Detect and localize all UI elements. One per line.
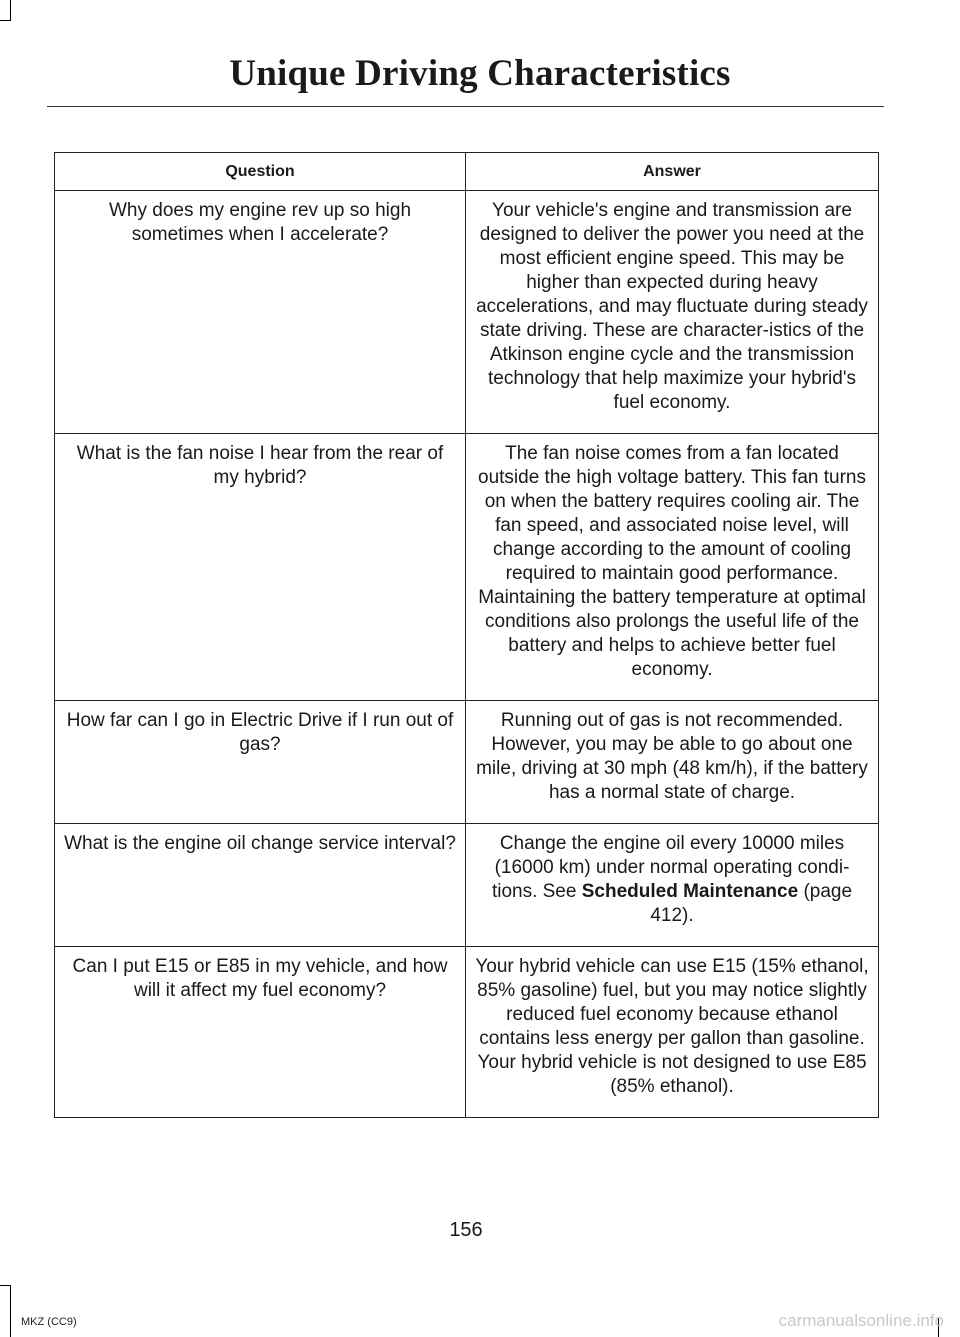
page-reference: (page 412). [650, 881, 853, 926]
page-title: Unique Driving Characteristics [229, 53, 731, 94]
table-row [55, 824, 879, 947]
answer-column-header: Answer [466, 153, 879, 191]
table-row [55, 947, 879, 1118]
crop-mark-bottom-left-v [10, 1285, 11, 1337]
scheduled-maintenance-link[interactable]: Scheduled Maintenance [581, 881, 799, 902]
crop-mark-top-left-h [0, 20, 11, 21]
watermark: carmanualsonline.info [778, 1311, 944, 1330]
question-cell: What is the fan noise I hear from the rear of my hybrid? [55, 434, 466, 701]
question-cell: What is the engine oil change service interval? [55, 824, 466, 947]
question-cell: How far can I go in Electric Drive if I run out of gas? [55, 701, 466, 824]
answer-cell: The fan noise comes from a fan located outside the high voltage battery. This fan turns on when the battery requires cooling air. The fan speed, and associated noise level, will change according to the amount of cooling required to maintain good performance. Maintaining the battery temperature at optimal conditions also prolongs the useful life of the battery and helps to achieve better fuel economy. [466, 434, 879, 701]
answer-cell: Your hybrid vehicle can use E15 (15% ethanol, 85% gasoline) fuel, but you may notice slightly reduced fuel economy because ethanol contains less energy per gallon than gasoline. Your hybrid vehicle is not designed to use E85 (85% ethanol). [466, 947, 879, 1118]
table-row [55, 434, 879, 701]
table-header-row [55, 153, 879, 191]
crop-mark-bottom-left-h [0, 1285, 11, 1286]
faq-table [54, 152, 879, 1118]
footer-model-code: MKZ (CC9) [21, 1316, 77, 1328]
table-row [55, 701, 879, 824]
table-row [55, 191, 879, 434]
title-divider [47, 106, 884, 107]
answer-cell [466, 824, 879, 947]
page-number: 156 [449, 1219, 483, 1241]
answer-cell: Your vehicle's engine and transmission are designed to deliver the power you need at the most efficient engine speed. This may be higher than expected during heavy accelerations, and may fluctuate during steady state driving. These are character-istics of the Atkinson engine cycle and the transmission technology that help maximize your hybrid's fuel economy. [466, 191, 879, 434]
question-cell: Why does my engine rev up so high sometimes when I accelerate? [55, 191, 466, 434]
question-cell: Can I put E15 or E85 in my vehicle, and how will it affect my fuel economy? [55, 947, 466, 1118]
answer-cell: Running out of gas is not recommended. However, you may be able to go about one mile, driving at 30 mph (48 km/h), if the battery has a normal state of charge. [466, 701, 879, 824]
question-column-header: Question [55, 153, 466, 191]
crop-mark-top-left-v [10, 0, 11, 21]
answer-text: Change the engine oil every 10000 miles (16000 km) under normal operating condi-tions. See [491, 833, 850, 902]
